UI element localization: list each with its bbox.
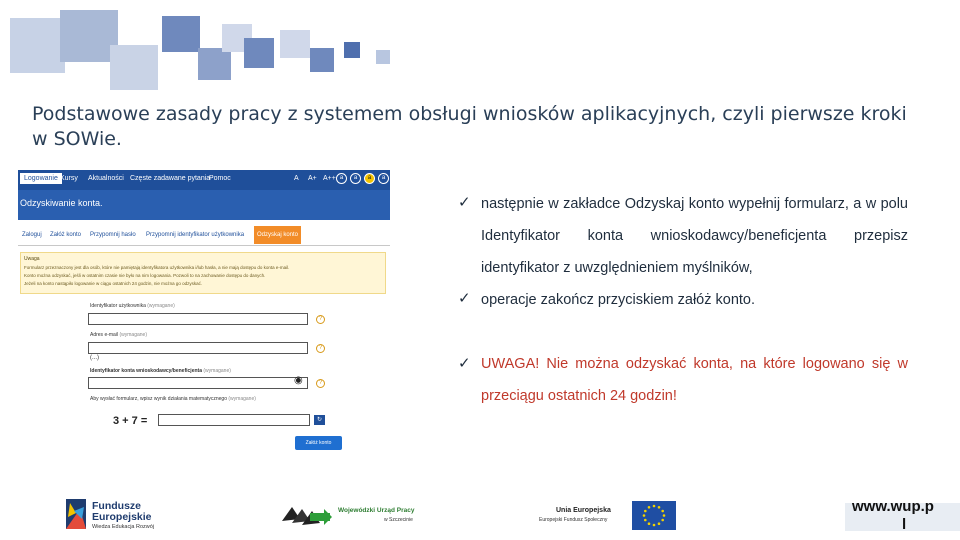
contrast-icon[interactable]: a <box>378 173 389 184</box>
nav-item-news[interactable]: Aktualności <box>88 175 124 182</box>
slide-title: Podstawowe zasady pracy z systemem obsługi wniosków aplikacyjnych, czyli pierwsze kroki w SOWie. <box>32 103 907 150</box>
captcha-expression: 3 + 7 = <box>113 415 148 427</box>
decor-square <box>198 48 231 80</box>
ue-logo-subtitle: Europejski Fundusz Społeczny <box>539 517 608 523</box>
decor-square <box>344 42 360 58</box>
tab-login[interactable]: Zaloguj <box>22 232 42 238</box>
nav-item-help[interactable]: Pomoc <box>209 175 231 182</box>
ue-logo-text: Unia Europejska <box>556 507 611 514</box>
omission-mark: (...) <box>90 355 99 361</box>
refresh-captcha-icon[interactable]: ↻ <box>314 415 325 425</box>
decor-square <box>310 48 334 72</box>
nav-item-faq[interactable]: Częste zadawane pytania <box>130 175 211 182</box>
show-eye-icon[interactable]: ◉ <box>294 375 303 386</box>
eu-flag-icon <box>632 501 676 530</box>
decor-square <box>376 50 390 64</box>
help-icon[interactable]: ? <box>316 379 325 388</box>
help-icon[interactable]: ? <box>316 315 325 324</box>
email-input[interactable] <box>88 342 308 354</box>
fe-logo-subtitle: Wiedza Edukacja Rozwój <box>92 524 155 530</box>
applicant-id-input[interactable] <box>88 377 308 389</box>
tab-remind-password[interactable]: Przypomnij hasło <box>90 232 136 238</box>
warning-title: Uwaga <box>24 256 40 262</box>
captcha-input[interactable] <box>158 414 310 426</box>
tab-recover-account[interactable]: Odzyskaj konto <box>254 226 301 244</box>
decor-square <box>162 16 200 52</box>
font-size-largest[interactable]: A++ <box>323 175 336 182</box>
check-icon: ✓ <box>458 194 471 211</box>
sow-screenshot <box>18 170 390 452</box>
decor-square <box>280 30 310 58</box>
fundusze-europejskie-logo-icon <box>66 499 86 529</box>
submit-button[interactable]: Załóż konto <box>295 436 342 450</box>
contrast-yellow-icon[interactable]: a <box>364 173 375 184</box>
bullet-text: następnie w zakładce Odzyskaj konto wypełnij formularz, a w polu Identyfikator konta wnioskodawcy/beneficjenta przepisz identyfikator z uwzględnieniem myślników, <box>481 196 908 276</box>
contrast-icon[interactable]: a <box>336 173 347 184</box>
wup-logo-text: Wojewódzki Urząd Pracy <box>338 507 415 514</box>
website-url[interactable]: www.wup.p <box>852 498 934 515</box>
user-id-input[interactable] <box>88 313 308 325</box>
email-label: Adres e-mail (wymagane) <box>90 332 147 338</box>
nav-item-courses[interactable]: Kursy <box>60 175 78 182</box>
captcha-label: Aby wysłać formularz, wpisz wynik działania matematycznego (wymagane) <box>90 396 256 402</box>
check-icon: ✓ <box>458 355 471 372</box>
fe-logo-text: Fundusze Europejskie <box>92 500 152 523</box>
website-url-continuation[interactable]: l <box>902 516 907 533</box>
font-size-normal[interactable]: A <box>294 175 299 182</box>
decor-square <box>244 38 274 68</box>
bullet-warning-text: UWAGA! Nie można odzyskać konta, na które logowano się w przeciągu ostatnich 24 godzin! <box>481 356 908 404</box>
help-icon[interactable]: ? <box>316 344 325 353</box>
user-id-label: Identyfikator użytkownika (wymagane) <box>90 303 175 309</box>
applicant-id-label: Identyfikator konta wnioskodawcy/beneficjenta (wymagane) <box>90 368 231 374</box>
warning-line: Jeżeli na konto nastąpiło logowanie w ciągu ostatnich 24 godzin, nie można go odzyskać. <box>24 281 203 286</box>
wup-logo-icon <box>282 503 332 527</box>
page-heading: Odzyskiwanie konta. <box>20 198 103 208</box>
warning-line: Formularz przeznaczony jest dla osób, które nie pamiętają identyfikatora użytkownika i/lub hasła, a nie mają dostępu do konta e-mail. <box>24 265 290 270</box>
wup-logo-subtitle: w Szczecinie <box>384 517 413 523</box>
bullet-text: operacje zakończ przyciskiem załóż konto. <box>481 292 756 308</box>
contrast-icon[interactable]: a <box>350 173 361 184</box>
decor-square <box>10 18 65 73</box>
decor-square <box>110 45 158 90</box>
warning-line: Konto można odzyskać, jeśli w ostatnim czasie nie było na nim logowania. Pozwoli to na zachowanie dostępu do danych. <box>24 273 266 278</box>
nav-item-login[interactable]: Logowanie <box>20 173 62 184</box>
tab-create-account[interactable]: Załóż konto <box>50 232 82 238</box>
tab-remind-identifier[interactable]: Przypomnij identyfikator użytkownika <box>146 232 245 238</box>
font-size-larger[interactable]: A+ <box>308 175 317 182</box>
check-icon: ✓ <box>458 290 471 307</box>
